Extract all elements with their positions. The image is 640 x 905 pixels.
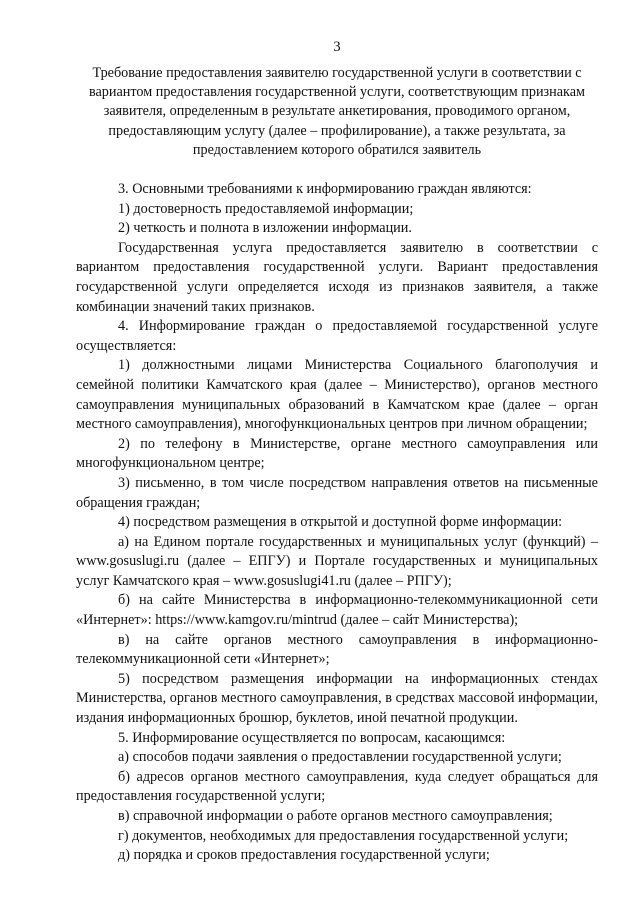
page-number: 3 xyxy=(333,39,341,55)
paragraph: 4. Информирование граждан о предоставляемой государственной услуге осуществляется: xyxy=(76,318,598,354)
paragraph: б) на сайте Министерства в информационно-телекоммуникационной сети «Интернет»: https://www.kamgov.ru/mintrud (далее – сайт Министерства); xyxy=(76,592,598,629)
paragraph: д) порядка и сроков предоставления государственной услуги; xyxy=(118,847,490,864)
paragraph: 4) посредством размещения в открытой и доступной форме информации: xyxy=(118,514,563,531)
paragraph: 2) по телефону в Министерстве, органе местного самоуправления или многофункциональном центре; xyxy=(76,435,598,472)
paragraph: в) на сайте органов местного самоуправления в информационно-телекоммуникационной сети «Интернет»; xyxy=(76,631,598,668)
paragraph: 1) достоверность предоставляемой информации; xyxy=(118,200,414,217)
paragraph: б) адресов органов местного самоуправления, куда следует обращаться для предоставления государственной услуги; xyxy=(76,768,598,805)
paragraph: 5) посредством размещения информации на информационных стендах Министерства, органов местного самоуправления, в средствах массовой информации, издания информационных брошюр, буклетов, иной печатной продукции. xyxy=(76,670,598,727)
document-page xyxy=(76,38,598,866)
paragraph: а) на Едином портале государственных и муниципальных услуг (функций) – www.gosuslugi.ru (далее – ЕПГУ) и Портале государственных и муниципальных услуг Камчатского края – www.gosuslugi41.ru (далее – РПГУ); xyxy=(76,533,598,589)
section-heading: Требование предоставления заявителю государственной услуги в соответствии с вариантом предоставления государственной услуги, соответствующим признакам заявителя, определенным в результате анкетирования, проводимого органом, предоставляющим услугу (далее – профилирование), а также результата, за предоставлением которого обратился заявитель xyxy=(88,65,585,158)
paragraph: 1) должностными лицами Министерства Социального благополучия и семейной политики Камчатского края (далее – Министерство), органов местного самоуправления муниципальных образований в Камчатском крае (далее – орган местного самоуправления), многофункциональных центров при личном обращении; xyxy=(76,357,598,433)
paragraph: Государственная услуга предоставляется заявителю в соответствии с вариантом предоставления государственной услуги. Вариант предоставления государственной услуги определяется исходя из признаков заявителя, а также комбинации значений таких признаков. xyxy=(76,239,598,315)
paragraph: 2) четкость и полнота в изложении информации. xyxy=(118,220,412,237)
paragraph: а) способов подачи заявления о предоставлении государственной услуги; xyxy=(118,749,562,766)
paragraph: г) документов, необходимых для предоставления государственной услуги; xyxy=(118,827,569,844)
paragraph: 3. Основными требованиями к информированию граждан являются: xyxy=(118,181,532,198)
paragraph: 3) письменно, в том числе посредством направления ответов на письменные обращения граждан; xyxy=(76,474,598,511)
paragraph: 5. Информирование осуществляется по вопросам, касающимся: xyxy=(118,729,506,746)
paragraph: в) справочной информации о работе органов местного самоуправления; xyxy=(118,808,553,825)
